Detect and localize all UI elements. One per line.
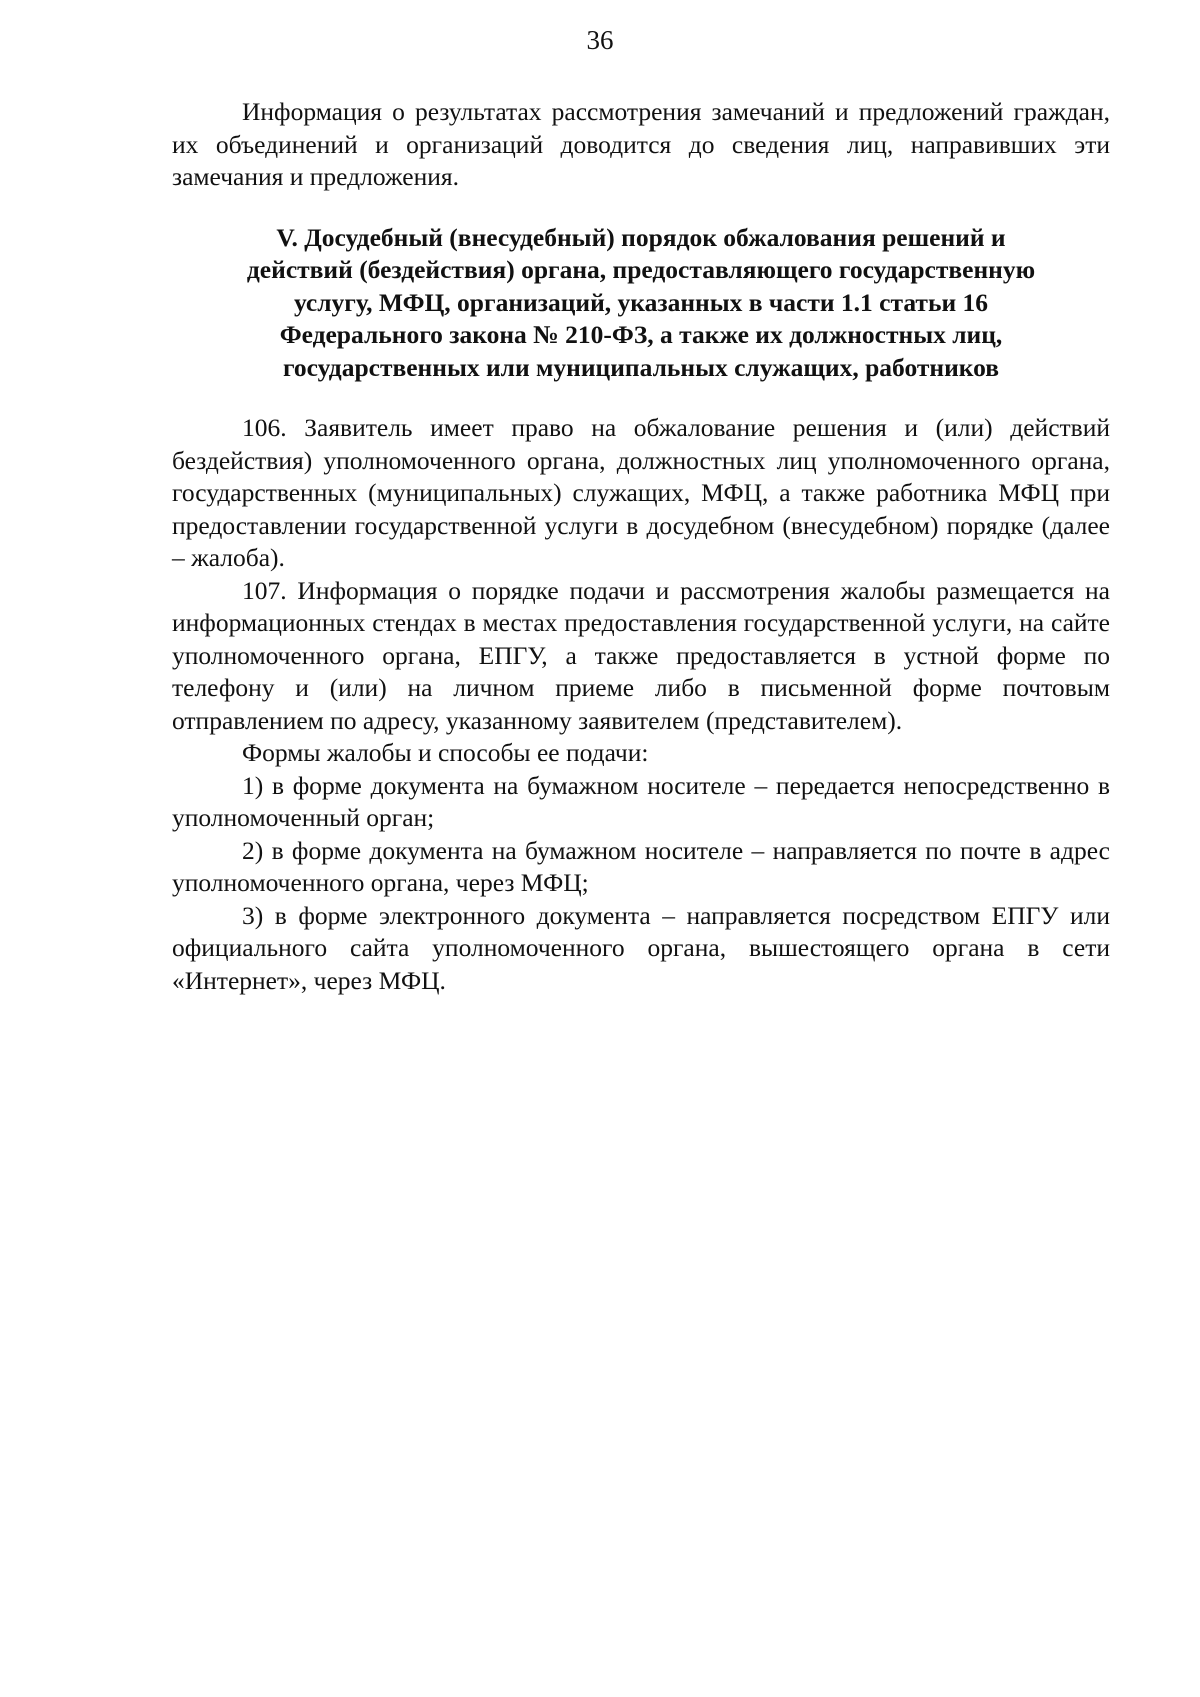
complaint-form-item-1: 1) в форме документа на бумажном носителе – передается непосредственно в уполномоченный орган; [172,770,1110,832]
section-heading-line: услугу, МФЦ, организаций, указанных в части 1.1 статьи 16 [293,287,989,317]
paragraph-106: 106. Заявитель имеет право на обжалование решения и (или) действий бездействия) уполномоченного органа, должностных лиц уполномоченного органа, государственных (муниципальных) служащих, МФЦ, а также работника МФЦ при предоставлении государственной услуги в досудебном (внесудебном) порядке (далее – жалоба). [172,413,1110,572]
complaint-form-item-2: 2) в форме документа на бумажном носителе – направляется по почте в адрес уполномоченного органа, через МФЦ; [172,835,1110,897]
paragraph-107: 107. Информация о порядке подачи и рассмотрения жалобы размещается на информационных стендах в местах предоставления государственной услуги, на сайте уполномоченного органа, ЕПГУ, а также предоставляется в устной форме по телефону и (или) на личном приеме либо в письменной форме почтовым отправлением по адресу, указанному заявителем (представителем). [172,575,1110,735]
intro-paragraph: Информация о результатах рассмотрения замечаний и предложений граждан, их объединений и организаций доводится до сведения лиц, направивших эти замечания и предложения. [172,97,1110,191]
complaint-forms-intro: Формы жалобы и способы ее подачи: [242,738,649,767]
section-heading-line: Федерального закона № 210-ФЗ, а также их должностных лиц, [279,320,1003,349]
section-heading-line: государственных или муниципальных служащих, работников [282,352,1000,382]
page-number: 36 [586,25,614,55]
complaint-form-item-3: 3) в форме электронного документа – направляется посредством ЕПГУ или официального сайта уполномоченного органа, вышестоящего органа в сети «Интернет», через МФЦ. [172,900,1110,995]
section-heading-line: V. Досудебный (внесудебный) порядок обжалования решений и [276,222,1006,252]
section-heading [182,222,1100,385]
section-heading-line: действий (бездействия) органа, предоставляющего государственную [246,255,1036,284]
document-body [172,96,1110,997]
